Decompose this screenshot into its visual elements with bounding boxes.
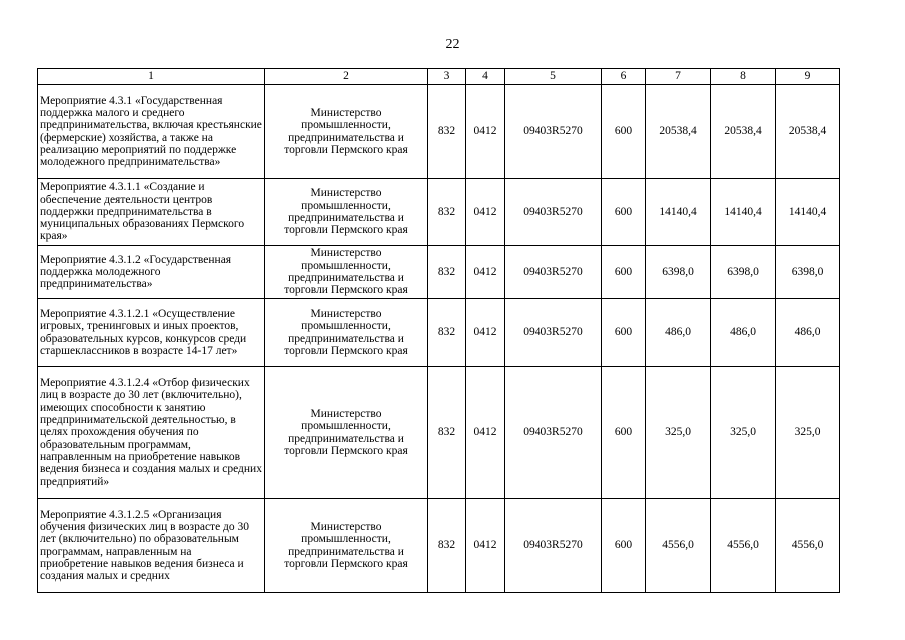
table-row (38, 299, 840, 367)
code-cell: 09403R5270 (505, 499, 602, 593)
code-cell: 600 (602, 499, 646, 593)
column-header: 7 (646, 69, 711, 85)
table-row (38, 85, 840, 179)
code-cell: 832 (428, 246, 466, 299)
amount-cell: 486,0 (646, 299, 711, 367)
amount-cell: 4556,0 (776, 499, 840, 593)
code-cell: 0412 (466, 85, 505, 179)
code-cell: 600 (602, 85, 646, 179)
measure-name: Мероприятие 4.3.1.2.5 «Организация обучения физических лиц в возрасте до 30 лет (включительно) по образовательным программам, направленным на приобретение навыков ведения бизнеса и создания малых и средних (38, 499, 265, 593)
amount-cell: 6398,0 (776, 246, 840, 299)
measure-name: Мероприятие 4.3.1.2.4 «Отбор физических лиц в возрасте до 30 лет (включительно), имеющих способности к занятию предпринимательской деятельностью, в целях прохождения обучения по образовательным программам, направленным на приобретение навыков ведения бизнеса и создания малых и средних предприятий» (38, 367, 265, 499)
code-cell: 0412 (466, 499, 505, 593)
ministry-name: Министерство промышленности, предпринимательства и торговли Пермского края (265, 299, 428, 367)
ministry-name: Министерство промышленности, предпринимательства и торговли Пермского края (265, 367, 428, 499)
code-cell: 832 (428, 85, 466, 179)
amount-cell: 20538,4 (776, 85, 840, 179)
table-row (38, 179, 840, 246)
ministry-name: Министерство промышленности, предпринимательства и торговли Пермского края (265, 85, 428, 179)
amount-cell: 20538,4 (646, 85, 711, 179)
code-cell: 09403R5270 (505, 85, 602, 179)
column-header: 4 (466, 69, 505, 85)
column-header: 9 (776, 69, 840, 85)
amount-cell: 325,0 (776, 367, 840, 499)
code-cell: 832 (428, 299, 466, 367)
code-cell: 600 (602, 179, 646, 246)
code-cell: 600 (602, 299, 646, 367)
amount-cell: 6398,0 (711, 246, 776, 299)
column-header: 8 (711, 69, 776, 85)
measure-name: Мероприятие 4.3.1.2.1 «Осуществление игровых, тренинговых и иных проектов, образовательных курсов, конкурсов среди старшеклассников в возрасте 14-17 лет» (38, 299, 265, 367)
amount-cell: 325,0 (646, 367, 711, 499)
code-cell: 09403R5270 (505, 367, 602, 499)
ministry-name: Министерство промышленности, предпринимательства и торговли Пермского края (265, 499, 428, 593)
column-header: 1 (38, 69, 265, 85)
code-cell: 832 (428, 367, 466, 499)
code-cell: 09403R5270 (505, 179, 602, 246)
code-cell: 600 (602, 246, 646, 299)
column-header: 6 (602, 69, 646, 85)
table-row (38, 499, 840, 593)
code-cell: 09403R5270 (505, 299, 602, 367)
ministry-name: Министерство промышленности, предпринимательства и торговли Пермского края (265, 179, 428, 246)
amount-cell: 14140,4 (776, 179, 840, 246)
column-header: 3 (428, 69, 466, 85)
code-cell: 0412 (466, 246, 505, 299)
amount-cell: 486,0 (776, 299, 840, 367)
measure-name: Мероприятие 4.3.1.2 «Государственная поддержка молодежного предпринимательства» (38, 246, 265, 299)
code-cell: 600 (602, 367, 646, 499)
amount-cell: 6398,0 (646, 246, 711, 299)
budget-table (37, 68, 840, 593)
column-header: 5 (505, 69, 602, 85)
amount-cell: 14140,4 (711, 179, 776, 246)
table-row (38, 367, 840, 499)
amount-cell: 325,0 (711, 367, 776, 499)
column-header: 2 (265, 69, 428, 85)
amount-cell: 14140,4 (646, 179, 711, 246)
ministry-name: Министерство промышленности, предпринимательства и торговли Пермского края (265, 246, 428, 299)
code-cell: 0412 (466, 299, 505, 367)
measure-name: Мероприятие 4.3.1 «Государственная поддержка малого и среднего предпринимательства, включая крестьянские (фермерские) хозяйства, а также на реализацию мероприятий по поддержке молодежного предпринимательства» (38, 85, 265, 179)
amount-cell: 4556,0 (646, 499, 711, 593)
amount-cell: 4556,0 (711, 499, 776, 593)
table-row (38, 246, 840, 299)
amount-cell: 486,0 (711, 299, 776, 367)
code-cell: 832 (428, 499, 466, 593)
table-header-row (38, 69, 840, 85)
code-cell: 832 (428, 179, 466, 246)
code-cell: 0412 (466, 367, 505, 499)
amount-cell: 20538,4 (711, 85, 776, 179)
measure-name: Мероприятие 4.3.1.1 «Создание и обеспечение деятельности центров поддержки предпринимательства в муниципальных образованиях Пермского края» (38, 179, 265, 246)
page-number: 22 (445, 37, 460, 52)
code-cell: 09403R5270 (505, 246, 602, 299)
code-cell: 0412 (466, 179, 505, 246)
